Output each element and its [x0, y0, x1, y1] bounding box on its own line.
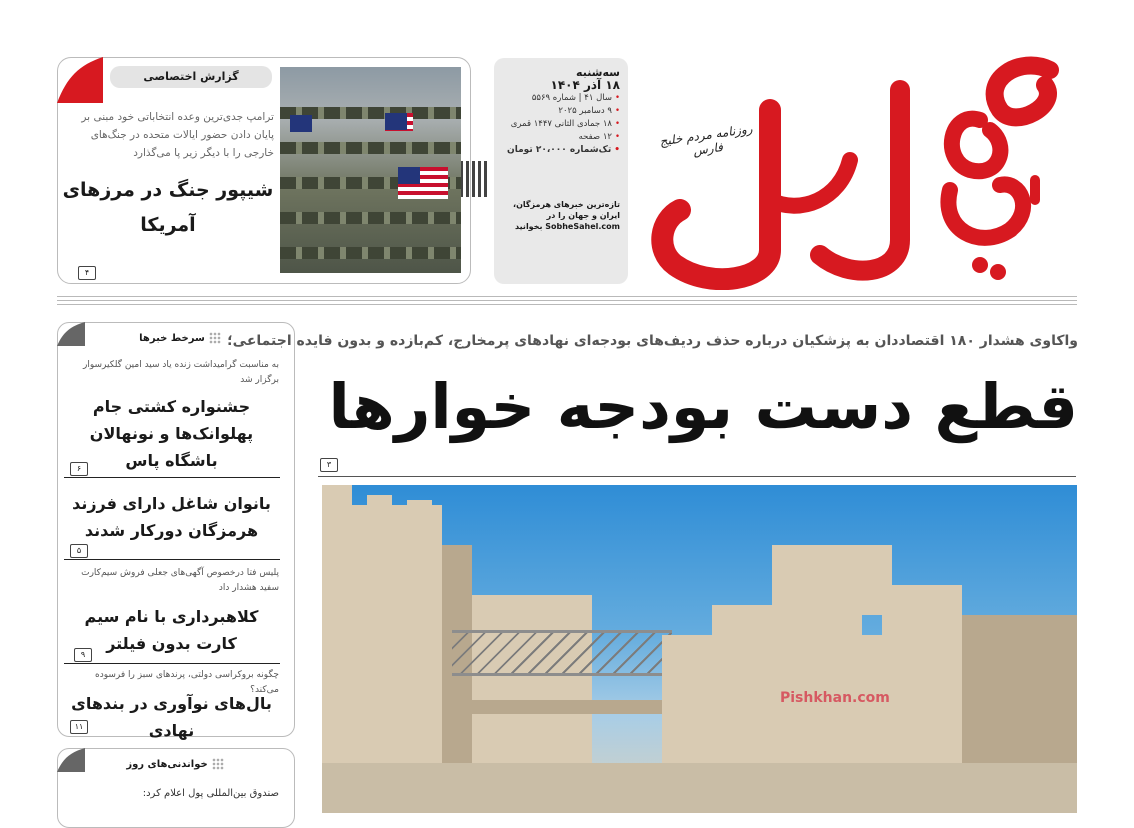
- corner-accent-icon: [57, 57, 105, 105]
- feature-summary: ترامپ جدی‌ترین وعده انتخاباتی خود مبنی بر پایان دادن حضور ایالات متحده در جنگ‌های خارجی را با دیگر زیر پا می‌گذارد: [81, 111, 274, 159]
- corner-accent-icon: [57, 748, 97, 788]
- issue-line: •۱۸ جمادی الثانی ۱۴۴۷ قمری: [510, 119, 620, 129]
- issue-line: •۹ دسامبر ۲۰۲۵: [558, 106, 620, 116]
- sidebar-header: سرخط خبرها: [120, 332, 240, 344]
- issue-line: •۱۲ صفحه: [578, 132, 620, 142]
- sidebar-item-title[interactable]: جشنواره کشتی جام پهلوانک‌ها و نونهالان باشگاه پاس: [89, 397, 254, 470]
- divider: [318, 476, 1076, 477]
- sidebar-item-title[interactable]: بانوان شاغل دارای فرزند هرمزگان دورکار شدند: [72, 494, 271, 540]
- sidebar-item-kicker: چگونه بروکراسی دولتی، پرندهای سبز را فرسوده می‌کند؟: [95, 670, 279, 695]
- page-badge: ۴: [78, 266, 96, 280]
- main-story-photo: [322, 485, 1077, 813]
- issue-line: •سال ۴۱ | شماره ۵۵۶۹: [531, 93, 620, 103]
- sidebar-item-title[interactable]: بال‌های نوآوری در بندهای نهادی: [71, 694, 272, 740]
- main-headline[interactable]: قطع دست بودجه خوارها: [328, 370, 1078, 443]
- sidebar-item-kicker: پلیس فتا درخصوص آگهی‌های جعلی فروش سیم‌کارت سفید هشدار داد: [81, 568, 279, 593]
- page-badge: ۱۱: [70, 720, 88, 734]
- divider: [64, 663, 280, 664]
- divider: [57, 300, 1077, 301]
- sidebar-item-kicker: به مناسبت گرامیداشت زنده یاد سید امین گلکیرسوار برگزار شد: [83, 360, 279, 385]
- feature-title[interactable]: شیپور جنگ در مرزهای آمریکا: [62, 179, 274, 236]
- daily-reads-kicker: صندوق بین‌المللی پول اعلام کرد:: [142, 788, 279, 799]
- newspaper-logo: [650, 50, 1080, 290]
- dots-icon: [209, 332, 221, 344]
- website-promo: تازه‌ترین خبرهای هرمزگان، ایران و جهان را در SobheSahel.com بخوانید: [513, 200, 620, 231]
- divider: [64, 559, 280, 560]
- watermark: Pishkhan.com: [780, 690, 890, 706]
- dots-icon: [212, 758, 224, 770]
- issue-price: •تک‌شماره ۲۰،۰۰۰ تومان: [507, 145, 620, 155]
- divider: [57, 296, 1077, 297]
- main-story-kicker: واکاوی هشدار ۱۸۰ اقتصاددان به پزشکیان درباره حذف ردیف‌های بودجه‌ای نهادهای پرمخارج، کم‌بازده و بدون فایده اجتماعی؛: [227, 333, 1078, 349]
- flag-icon: [398, 167, 448, 199]
- corner-accent-icon: [57, 322, 97, 362]
- daily-reads-header: خواندنی‌های روز: [110, 758, 240, 770]
- feature-photo-tanks: [280, 67, 461, 273]
- page-badge: ۶: [70, 462, 88, 476]
- flag-icon: [290, 115, 312, 129]
- page-badge: ۹: [74, 648, 92, 662]
- feature-kicker: گزارش اختصاصی: [110, 66, 272, 88]
- issue-info-box: [494, 58, 628, 284]
- page-badge: ۳: [320, 458, 338, 472]
- sidebar-item-title[interactable]: کلاهبرداری با نام سیم کارت بدون فیلتر: [84, 607, 259, 653]
- issue-day: سه‌شنبه: [576, 66, 620, 79]
- flag-icon: [385, 113, 413, 131]
- divider: [64, 477, 280, 478]
- masthead-tagline: روزنامه مردم خلیج فارس: [658, 121, 754, 158]
- divider: [57, 304, 1077, 305]
- page-badge: ۵: [70, 544, 88, 558]
- issue-date: ۱۸ آذر ۱۴۰۴: [550, 78, 620, 92]
